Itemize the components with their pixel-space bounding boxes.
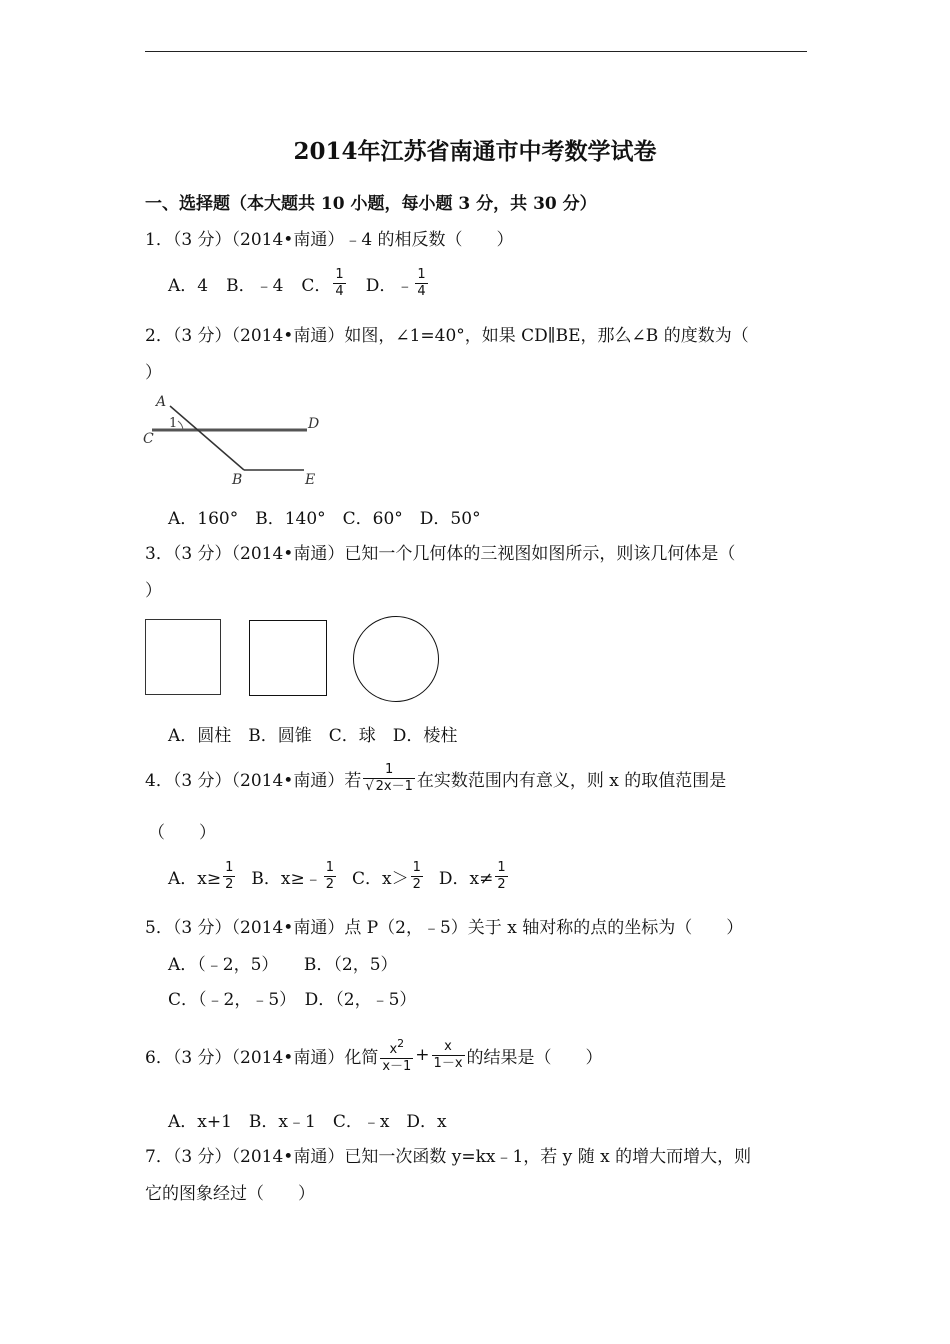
q4-option-b: B．x≥﹣	[251, 868, 322, 889]
q4-half-b: $\frac{1}{2}$	[325, 859, 334, 892]
q4-options	[168, 855, 510, 897]
q4-stem-post: 在实数范围内有意义，则 x 的取值范围是	[416, 770, 727, 791]
label-b: B	[232, 472, 243, 488]
q4-option-a: A．x≥	[168, 868, 222, 889]
q2-stem: 2．（3 分）（2014•南通）如图，∠1=40°，如果 CD∥BE，那么∠B 的度数为（	[145, 326, 749, 346]
label-e: E	[305, 472, 316, 488]
q4-half-c: $\frac{1}{2}$	[412, 859, 421, 892]
q1-fraction-d: $\frac{1}{4}$	[417, 266, 426, 299]
line-ab	[170, 406, 244, 470]
q5-options-row2: C．（﹣2，﹣5） D．（2，﹣5）	[168, 990, 417, 1010]
q4-option-c: C．x＞	[352, 868, 409, 889]
q6-fraction-1: $\frac{x^2}{x-1}$	[382, 1036, 412, 1074]
q1-stem: 1．（3 分）（2014•南通）﹣4 的相反数（ ）	[145, 230, 514, 250]
label-angle-1: 1	[169, 416, 178, 431]
q2-stem-close: ）	[145, 363, 162, 383]
section-heading: 一、选择题（本大题共 10 小题，每小题 3 分，共 30 分）	[145, 194, 597, 214]
q6-stem-post: 的结果是（ ）	[466, 1047, 603, 1068]
q1-options	[168, 263, 430, 303]
q4-stem	[145, 756, 726, 800]
q1-option-a: A．4	[168, 275, 209, 296]
q6-stem-pre: 6．（3 分）（2014•南通）化简	[145, 1047, 379, 1068]
q3-front-view-square	[145, 619, 221, 695]
label-a: A	[156, 394, 167, 410]
q6-options: A．x+1 B．x﹣1 C．﹣x D．x	[168, 1112, 447, 1132]
q3-options: A．圆柱 B．圆锥 C．球 D．棱柱	[168, 726, 458, 746]
q1-option-d: D．﹣	[365, 275, 414, 296]
q4-stem-close: （ ）	[148, 823, 216, 843]
q5-stem: 5．（3 分）（2014•南通）点 P（2，﹣5）关于 x 轴对称的点的坐标为（ ）	[145, 918, 744, 938]
q4-sqrt-fraction: $\frac{1}{√ 2x-1}$	[365, 761, 413, 794]
label-c: C	[143, 431, 154, 447]
q4-half-a: $\frac{1}{2}$	[225, 859, 234, 892]
q2-parallel-lines-figure	[140, 390, 340, 490]
q6-fraction-2: $\frac{x}{1-x}$	[433, 1038, 463, 1071]
q7-stem: 7．（3 分）（2014•南通）已知一次函数 y=kx﹣1，若 y 随 x 的增大而增大，则	[145, 1147, 752, 1167]
q5-options-row1: A．（﹣2，5） B．（2，5）	[168, 955, 398, 975]
q1-option-c: C．	[301, 275, 332, 296]
q1-option-b: B．﹣4	[226, 275, 284, 296]
q4-half-d: $\frac{1}{2}$	[497, 859, 506, 892]
q7-stem-line2: 它的图象经过（ ）	[145, 1184, 315, 1204]
page-title: 2014年江苏省南通市中考数学试卷	[293, 138, 657, 165]
q1-fraction-c: $\frac{1}{4}$	[335, 266, 344, 299]
q3-stem: 3．（3 分）（2014•南通）已知一个几何体的三视图如图所示，则该几何体是（	[145, 544, 736, 564]
q2-options: A．160° B．140° C．60° D．50°	[168, 509, 481, 529]
q6-stem	[145, 1031, 603, 1079]
q4-option-d: D．x≠	[438, 868, 494, 889]
q3-stem-close: ）	[145, 581, 162, 601]
q3-top-view-circle	[353, 616, 439, 702]
q6-plus: +	[415, 1045, 430, 1065]
q4-radicand: 2x－1	[375, 778, 413, 794]
q4-stem-pre: 4．（3 分）（2014•南通）若	[145, 770, 362, 791]
q3-side-view-square	[249, 620, 327, 696]
label-d: D	[308, 416, 320, 432]
header-rule	[145, 51, 807, 52]
